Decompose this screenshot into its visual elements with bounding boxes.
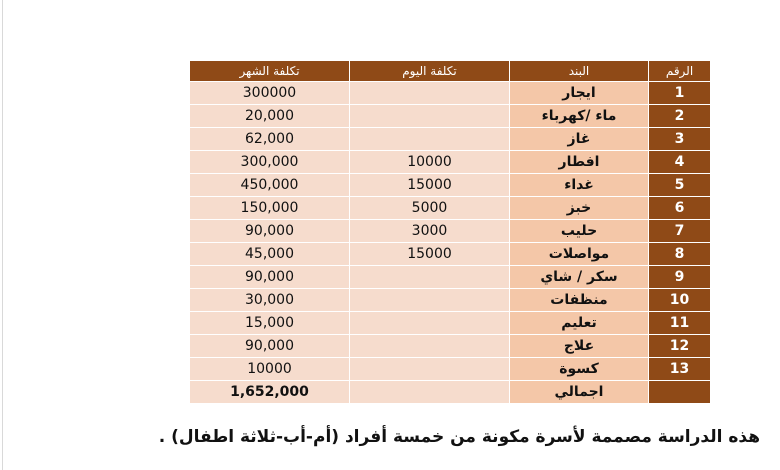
day-cost-cell — [350, 266, 510, 289]
day-cost-cell — [350, 312, 510, 335]
number-cell: 11 — [649, 312, 711, 335]
month-cost-cell: 90,000 — [190, 220, 350, 243]
day-cost-cell: 5000 — [350, 197, 510, 220]
number-cell: 2 — [649, 105, 711, 128]
number-cell: 6 — [649, 197, 711, 220]
total-number-cell — [649, 381, 711, 404]
month-cost-cell: 450,000 — [190, 174, 350, 197]
item-cell: منظفات — [510, 289, 649, 312]
item-cell: تعليم — [510, 312, 649, 335]
item-cell: حليب — [510, 220, 649, 243]
table-row — [190, 243, 711, 266]
table-row — [190, 82, 711, 105]
table-row — [190, 128, 711, 151]
month-cost-cell: 150,000 — [190, 197, 350, 220]
month-cost-cell: 90,000 — [190, 266, 350, 289]
page-edge-line — [2, 0, 3, 470]
item-cell: سكر / شاي — [510, 266, 649, 289]
header-day-cost: تكلفة اليوم — [350, 61, 510, 82]
day-cost-cell — [350, 105, 510, 128]
number-cell: 7 — [649, 220, 711, 243]
table-row — [190, 335, 711, 358]
day-cost-cell: 15000 — [350, 243, 510, 266]
month-cost-cell: 10000 — [190, 358, 350, 381]
day-cost-cell: 3000 — [350, 220, 510, 243]
month-cost-cell: 62,000 — [190, 128, 350, 151]
header-item: البند — [510, 61, 649, 82]
number-cell: 4 — [649, 151, 711, 174]
item-cell: افطار — [510, 151, 649, 174]
item-cell: خبز — [510, 197, 649, 220]
number-cell: 1 — [649, 82, 711, 105]
budget-table — [189, 60, 711, 404]
number-cell: 9 — [649, 266, 711, 289]
day-cost-cell — [350, 335, 510, 358]
day-cost-cell — [350, 128, 510, 151]
month-cost-cell: 300,000 — [190, 151, 350, 174]
month-cost-cell: 15,000 — [190, 312, 350, 335]
total-label-cell: اجمالي — [510, 381, 649, 404]
number-cell: 3 — [649, 128, 711, 151]
item-cell: كسوة — [510, 358, 649, 381]
month-cost-cell: 30,000 — [190, 289, 350, 312]
table-row — [190, 220, 711, 243]
table-row — [190, 289, 711, 312]
month-cost-cell: 90,000 — [190, 335, 350, 358]
number-cell: 12 — [649, 335, 711, 358]
table-row — [190, 312, 711, 335]
header-row — [190, 61, 711, 82]
month-cost-cell: 300000 — [190, 82, 350, 105]
header-month-cost: تكلفة الشهر — [190, 61, 350, 82]
item-cell: غداء — [510, 174, 649, 197]
number-cell: 8 — [649, 243, 711, 266]
day-cost-cell — [350, 82, 510, 105]
table-row — [190, 197, 711, 220]
table-row — [190, 105, 711, 128]
item-cell: مواصلات — [510, 243, 649, 266]
month-cost-cell: 45,000 — [190, 243, 350, 266]
item-cell: ايجار — [510, 82, 649, 105]
table-row — [190, 151, 711, 174]
item-cell: علاج — [510, 335, 649, 358]
header-number: الرقم — [649, 61, 711, 82]
table-row — [190, 174, 711, 197]
item-cell: غاز — [510, 128, 649, 151]
family-note: هذه الدراسة مصممة لأسرة مكونة من خمسة أفراد (أم-أب-ثلاثة اطفال) . — [158, 427, 760, 447]
total-day-cost-cell — [350, 381, 510, 404]
item-cell: ماء /كهرباء — [510, 105, 649, 128]
day-cost-cell: 10000 — [350, 151, 510, 174]
number-cell: 13 — [649, 358, 711, 381]
day-cost-cell — [350, 289, 510, 312]
table-row — [190, 358, 711, 381]
table-row — [190, 266, 711, 289]
month-cost-cell: 20,000 — [190, 105, 350, 128]
day-cost-cell — [350, 358, 510, 381]
total-row — [190, 381, 711, 404]
number-cell: 10 — [649, 289, 711, 312]
number-cell: 5 — [649, 174, 711, 197]
total-month-cost-cell: 1,652,000 — [190, 381, 350, 404]
day-cost-cell: 15000 — [350, 174, 510, 197]
